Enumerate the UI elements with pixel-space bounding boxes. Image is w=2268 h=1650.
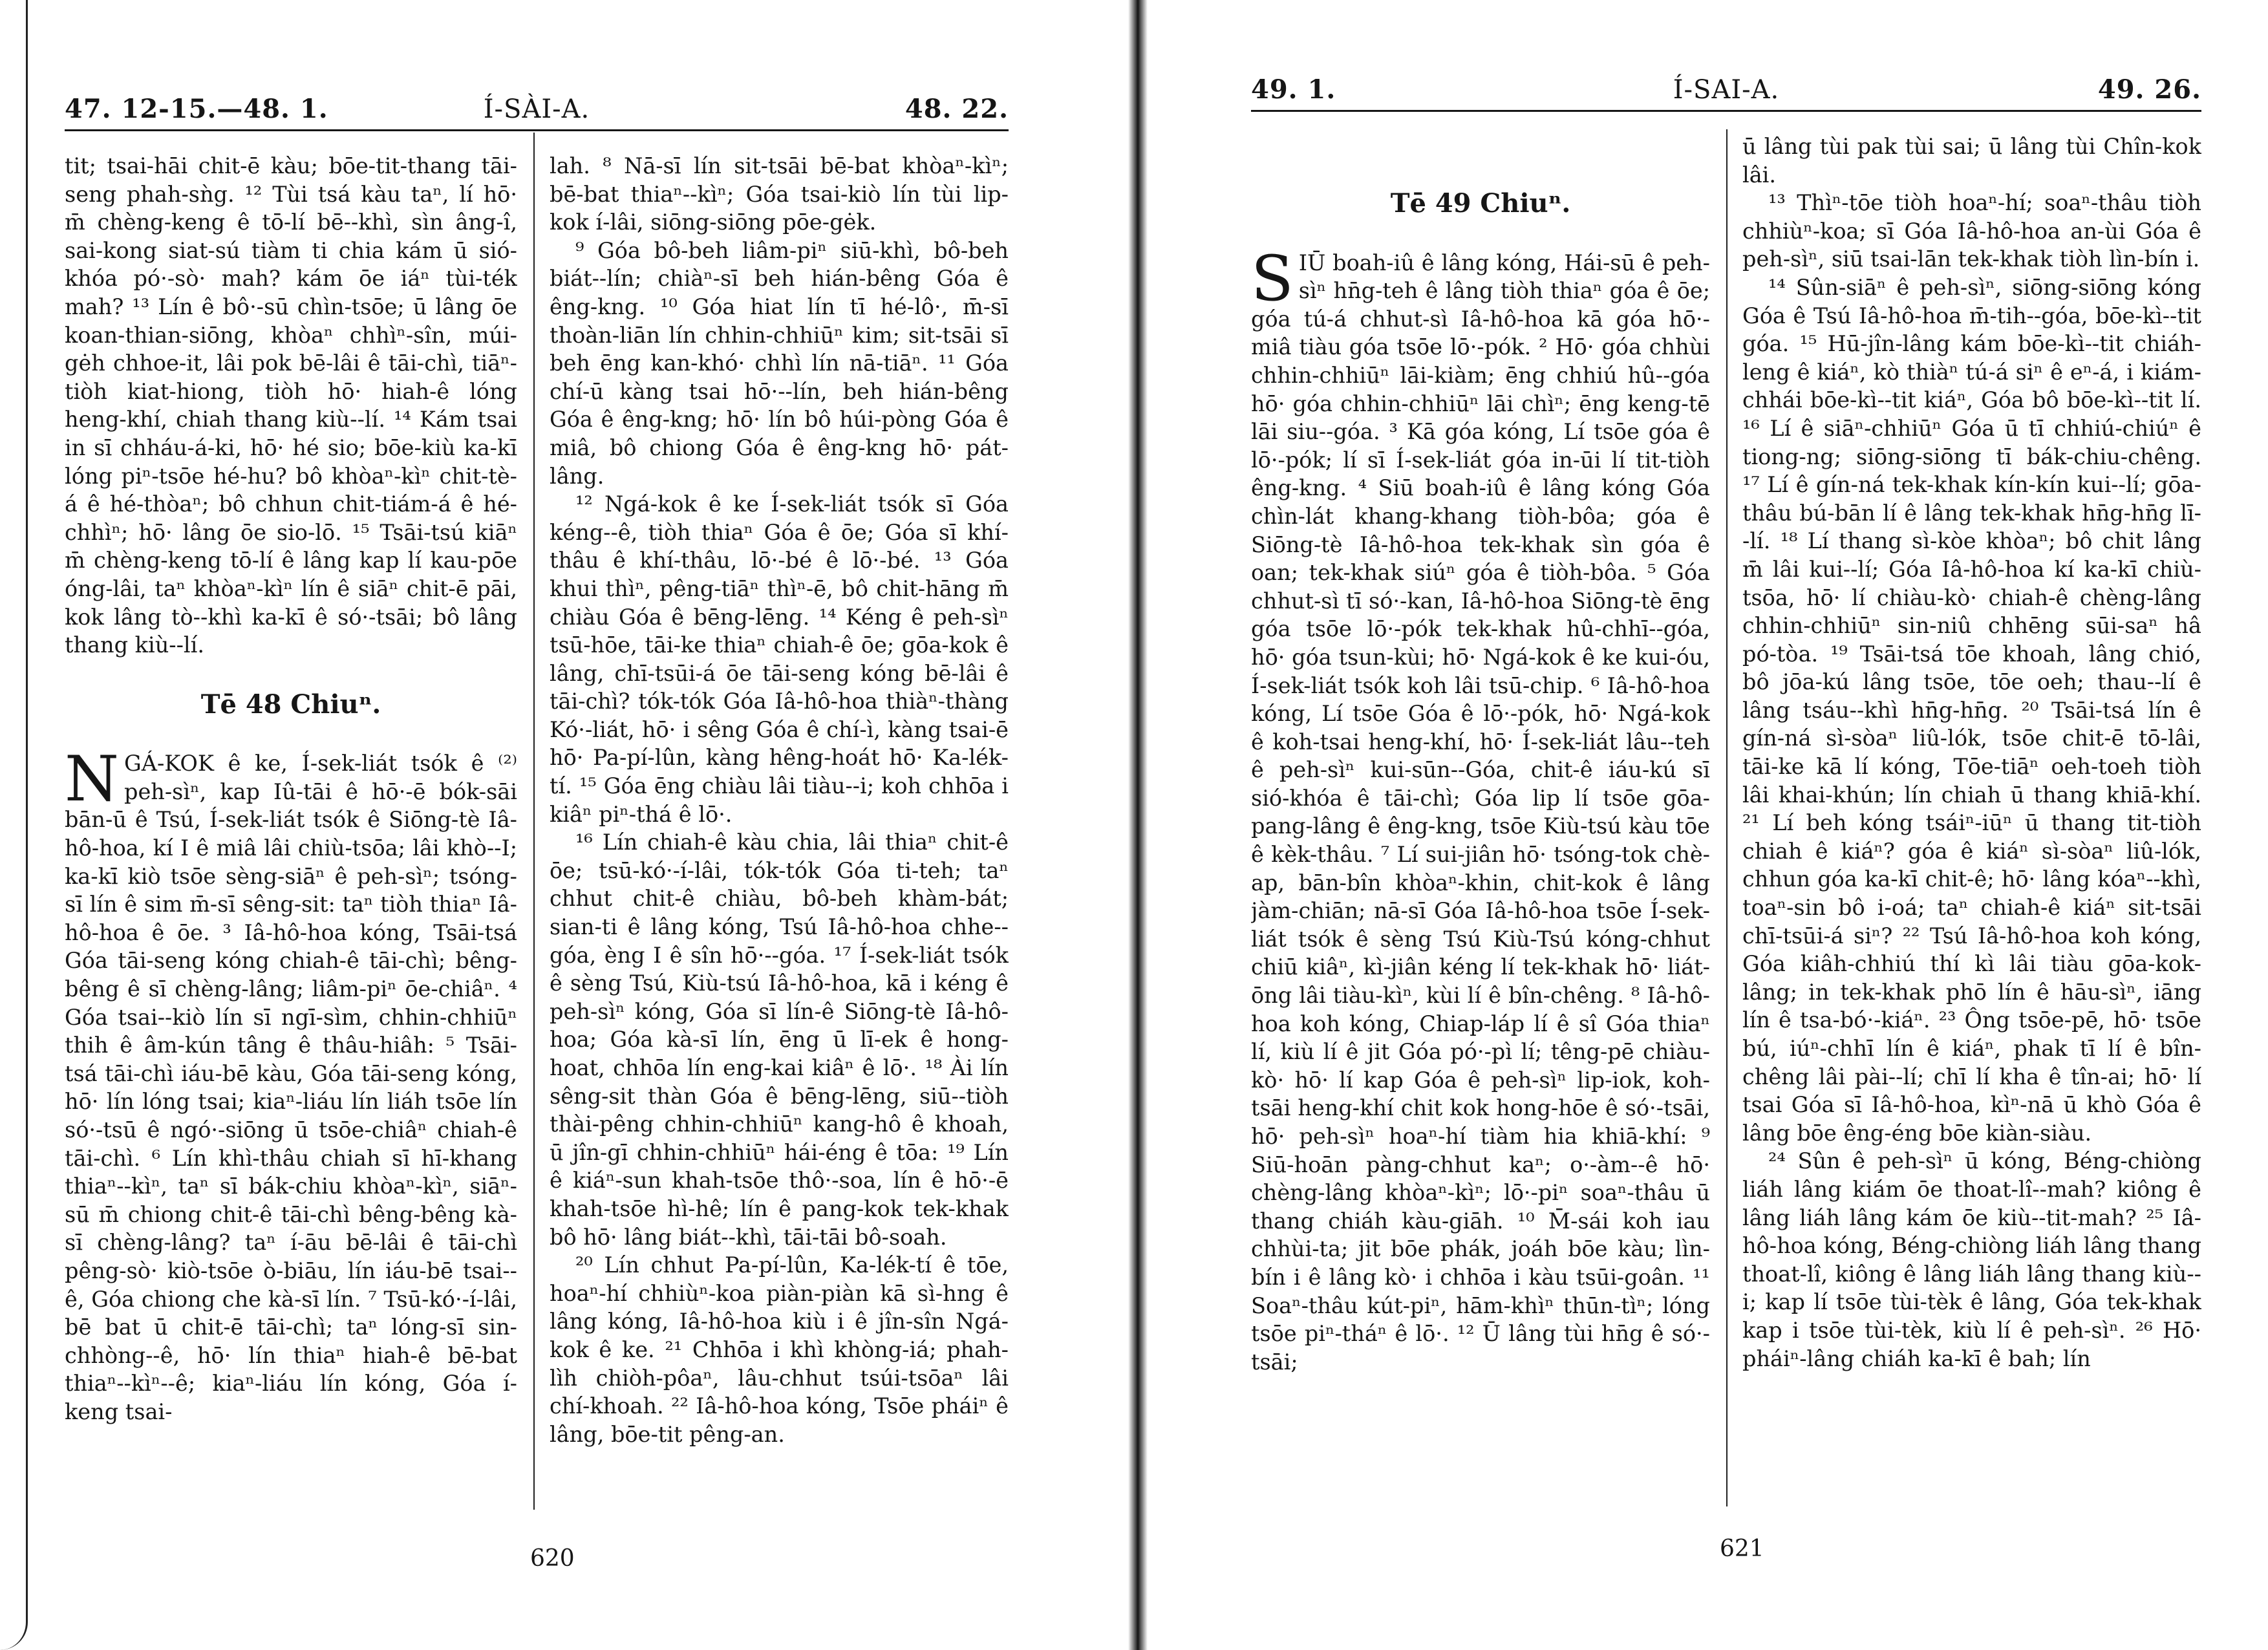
verse-paragraph bbox=[1251, 242, 1710, 1377]
header-verse-end: 49. 26. bbox=[2097, 74, 2201, 105]
verse-paragraph bbox=[550, 828, 1009, 1251]
verse-paragraph bbox=[550, 152, 1009, 237]
page-number: 621 bbox=[1720, 1536, 1764, 1562]
chapter-heading: Tē 49 Chiuⁿ. bbox=[1390, 188, 1571, 219]
verse-paragraph bbox=[65, 743, 517, 1426]
page-curl bbox=[0, 0, 28, 1650]
verse-paragraph bbox=[550, 237, 1009, 490]
verse-paragraph bbox=[1742, 189, 2201, 273]
verse-text: lah. ⁸ Nā-sī lín sit-tsāi bē-bat khòaⁿ-kìⁿ; bē-bat thiaⁿ--kìⁿ; Góa tsai-kiò lín tùi lip-kok í-lâi, siōng-siōng pōe-gėk. bbox=[550, 153, 1009, 235]
verse-text: ¹² Ngá-kok ê ke Í-sek-liát tsók sī Góa kéng--ê, tiòh thiaⁿ Góa ê ōe; Góa sī khí-thâu ê khí-thâu, lō·-bé ê lō·-bé. ¹³ Góa khui thìⁿ, pêng-tiāⁿ thìⁿ-ē, bô chit-hāng m̄ chiàu Góa ê bēng-lēng. ¹⁴ Kéng ê peh-sìⁿ tsū-hōe, tāi-ke thiaⁿ chiah-ê ōe; gōa-kok ê lâng, chī-tsūi-á ōe tāi-seng kóng bē-lâi ê tāi-chì? tók-tók Góa Iâ-hô-hoa thiàⁿ-thàng Kó·-liát, hō· i sêng Góa ê chí-ì, kàng tsai-ē hō· Pa-pí-lûn, kàng hêng-hoát hō· Ka-lék-tí. ¹⁵ Góa ēng chiàu lâi tiàu--i; koh chhōa i kiâⁿ piⁿ-thá ê lō·. bbox=[550, 491, 1009, 827]
header-verse-start: 49. 1. bbox=[1251, 74, 1336, 105]
verse-paragraph bbox=[550, 490, 1009, 828]
verse-text: tit; tsai-hāi chit-ē kàu; bōe-tit-thang tāi-seng phah-sǹg. ¹² Tùi tsá kàu taⁿ, lí hō· m̄ chèng-keng ê tō-lí bē--khì, sìn âng-î, sai-kong siat-sú tiàm ti chia kám ū sió-khóa pó·-sò· mah? kám ōe iáⁿ tùi-ték mah? ¹³ Lín ê bô·-sū chìn-tsōe; ū lâng ōe koan-thian-siōng, khòaⁿ chhìⁿ-sîn, múi-gėh chhoe-it, lâi pok bē-lâi ê tāi-chì, tiāⁿ-tiòh kiat-hiong, tiòh hō· hiah-ê lóng heng-khí, chiah thang kiù--lí. ¹⁴ Kám tsai in sī chháu-á-ki, hō· hé sio; bōe-kiù ka-kī lóng piⁿ-tsōe hé-hu? bô khòaⁿ-kìⁿ chit-tè-á ê hé-thòaⁿ; bô chhun chit-tiám-á ê hé-chhìⁿ; hō· lâng ōe sio-lō. ¹⁵ Tsāi-tsú kiāⁿ m̄ chèng-keng tō-lí ê lâng kap lí kau-pōe óng-lâi, taⁿ khòaⁿ-kìⁿ lín ê siāⁿ chit-ē pāi, kok lâng tò--khì ka-kī ê só·-tsāi; bô lâng thang kiù--lí. bbox=[65, 153, 517, 658]
page-number: 620 bbox=[530, 1545, 575, 1572]
verse-text: ¹⁶ Lín chiah-ê kàu chia, lâi thiaⁿ chit-ê ōe; tsū-kó·-í-lâi, tók-tók Góa ti-teh; taⁿ chhut chit-ê chiàu, bô-beh khàm-bát; sian-ti ê lâng kóng, Tsú Iâ-hô-hoa chhe--góa, èng I ê sîn hō·--góa. ¹⁷ Í-sek-liát tsók ê sèng Tsú, Kiù-tsú Iâ-hô-hoa, kā i kéng ê peh-sìⁿ kóng, Góa sī lín-ê Siōng-tè Iâ-hô-hoa; Góa kà-sī lín, ēng ū lī-ek ê hong-hoat, chhōa lín eng-kai kiâⁿ ê lō·. ¹⁸ Ài lín sêng-sit thàn Góa ê bēng-lēng, siū--tiòh thài-pêng chhin-chhiūⁿ kang-hô ê khoah, ū jîn-gī chhin-chhiūⁿ hái-éng ê tōa: ¹⁹ Lín ê kiáⁿ-sun khah-tsōe thô·-soa, lín ê hō·-ē khah-tsōe hì-hê; lín ê pang-kok tek-khak bô hō· lâng biát--khì, tāi-tāi bô-soah. bbox=[550, 830, 1009, 1250]
header-verse-range: 47. 12-15.—48. 1. bbox=[65, 94, 328, 124]
verse-text: ū lâng tùi pak tùi sai; ū lâng tùi Chîn-kok lâi. bbox=[1742, 134, 2201, 188]
verse-text: ¹⁴ Sûn-siāⁿ ê peh-sìⁿ, siōng-siōng kóng Góa ê Tsú Iâ-hô-hoa m̄-tih--góa, bōe-kì--tit góa. ¹⁵ Hū-jîn-lâng kám bōe-kì--tit chiáh-leng ê kiáⁿ, kò thiàⁿ tú-á siⁿ ê eⁿ-á, i kiám-chhái bōe-kì--tit kiáⁿ, Góa bô bōe-kì--tit lí. ¹⁶ Lí ê siāⁿ-chhiūⁿ Góa ū tī chhiú-chiúⁿ ê tiong-ng; siōng-siōng tī bák-chiu-chêng. ¹⁷ Lí ê gín-ná tek-khak kín-kín kui--lí; gōa-thâu bú-bān lí ê lâng tek-khak hn̄g-hn̄g lī--lí. ¹⁸ Lí thang sì-kòe khòaⁿ; bô chit lâng m̄ lâi kui--lí; Góa Iâ-hô-hoa kí ka-kī chiù-tsōa, hō· lí chiàu-kò· chiah-ê chèng-lâng chhin-chhiūⁿ sin-niû chhēng sūi-saⁿ hâ pó-tòa. ¹⁹ Tsāi-tsá tōe khoah, lâng chió, bô jōa-kú lâng tsōe, tōe oeh; thau--lí ê lâng tsáu--khì hn̄g-hn̄g. ²⁰ Tsāi-tsá lín ê gín-ná sì-sòaⁿ liû-lók, tsōe chit-ē tō-lâi, tāi-ke kā lí kóng, Tōe-tiāⁿ oeh-toeh tiòh lâi khai-khún; lín chiah ū thang khiā-khí. ²¹ Lí beh kóng tsáiⁿ-iūⁿ ū thang tit-tiòh chiah ê kiáⁿ? góa ê kiáⁿ sì-sòaⁿ liû-lók, chhun góa ka-kī chit-ê; hō· lâng kóaⁿ--khì, toaⁿ-sin bô i-oá; taⁿ chiah-ê kiáⁿ sit-tsāi chī-tsūi-á siⁿ? ²² Tsú Iâ-hô-hoa koh kóng, Góa kiâh-chhiú thí kì lâi tiàu gōa-kok-lâng; in tek-khak phō lín ê hāu-sìⁿ, iāng lín ê tsa-bó·-kiáⁿ. ²³ Ông tsōe-pē, hō· tsōe bú, iúⁿ-chhī lín ê kiáⁿ, phak tī lí ê bîn-chêng lâi pài--lí; chī lí kha ê tîn-ai; hō· lí tsai Góa sī Iâ-hô-hoa, kìⁿ-nā ū khò Góa ê lâng bōe êng-éng bōe kiàn-siàu. bbox=[1742, 274, 2201, 1146]
verse-paragraph bbox=[1742, 133, 2201, 189]
running-header bbox=[65, 84, 1009, 131]
drop-cap: S bbox=[1251, 242, 1294, 315]
right-page bbox=[1138, 0, 2268, 1650]
column-rule bbox=[533, 133, 535, 1510]
verse-paragraph bbox=[65, 152, 517, 659]
header-book-title: Í-SAI-A. bbox=[1673, 75, 1780, 105]
verse-text: ²⁴ Sûn ê peh-sìⁿ ū kóng, Béng-chiòng liáh lâng kiám ōe thoat-lî--mah? kiông ê lâng liáh lâng kám ōe kiù--tit-mah? ²⁵ Iâ-hô-hoa kóng, Béng-chiòng liáh lâng thang thoat-lî, kiông ê lâng liáh lâng thang kiù--i; kap lí tsōe tùi-tèk ê lâng, Góa tek-khak kap i tsōe tùi-tèk, kiù lí ê peh-sìⁿ. ²⁶ Hō· pháiⁿ-lâng chiáh ka-kī ê bah; lín bbox=[1742, 1148, 2201, 1371]
verse-text: ²⁰ Lín chhut Pa-pí-lûn, Ka-lék-tí ê tōe, hoaⁿ-hí chhiùⁿ-koa piàn-piàn kā sì-hng ê lâng kóng, Iâ-hô-hoa kiù i ê jîn-sîn Ngá-kok ê ke. ²¹ Chhōa i khì khòng-iá; phah-lìh chiòh-pôaⁿ, lâu-chhut tsúi-tsōaⁿ lâi chí-khoah. ²² Iâ-hô-hoa kóng, Tsōe pháiⁿ ê lâng, bōe-tit pêng-an. bbox=[550, 1252, 1009, 1447]
header-book-title: Í-SÀI-A. bbox=[483, 94, 590, 124]
running-header bbox=[1251, 65, 2201, 112]
verse-paragraph bbox=[1742, 1147, 2201, 1373]
verse-text: GÁ-KOK ê ke, Í-sek-liát tsók ê ⁽²⁾ peh-sìⁿ, kap Iû-tāi ê hō·-ē bók-sāi bān-ū ê Tsú, Í-sek-liát tsók ê Siōng-tè Iâ-hô-hoa, kí I ê miâ lâi chiù-tsōa; lâi khò--I; ka-kī kiò tsōe sèng-siāⁿ ê peh-sìⁿ; tsóng-sī lín ê sim m̄-sī sêng-sit: taⁿ tiòh thiaⁿ Iâ-hô-hoa ê ōe. ³ Iâ-hô-hoa kóng, Tsāi-tsá Góa tāi-seng kóng chiah-ê tāi-chì; bêng-bêng ê sī chèng-lâng; liâm-piⁿ ōe-chiâⁿ. ⁴ Góa tsai--kiò lín sī ngī-sìm, chhin-chhiūⁿ thih ê âm-kún tâng ê thâu-hiâh: ⁵ Tsāi-tsá tāi-chì iáu-bē kàu, Góa tāi-seng kóng, hō· lín lóng tsai; kiaⁿ-liáu lín liáh tsōe lín só·-tsū ê ngó·-siōng ū tsōe-chiâⁿ chiah-ê tāi-chì. ⁶ Lín khì-thâu chiah sī hī-khang thiaⁿ--kìⁿ, taⁿ sī bák-chiu khòaⁿ-kìⁿ, siāⁿ-sū m̄ chiong chit-ê tāi-chì bêng-bêng kà-sī chèng-lâng? taⁿ í-āu bē-lâi ê tāi-chì pêng-sò· kiò-tsōe ò-biāu, lín iáu-bē tsai--ê, Góa chiong che kà-sī lín. ⁷ Tsū-kó·-í-lâi, bē bat ū chit-ē tāi-chì; taⁿ lóng-sī sin-chhòng--ê, hō· lín thiaⁿ hiah-ê bē-bat thiaⁿ--kìⁿ--ê; kiaⁿ-liáu lín kóng, Góa í-keng tsai- bbox=[65, 751, 517, 1424]
drop-cap: N bbox=[65, 743, 119, 816]
verse-paragraph bbox=[550, 1251, 1009, 1448]
chapter-heading: Tē 48 Chiuⁿ. bbox=[200, 689, 381, 720]
text-column-2 bbox=[1742, 133, 2201, 1523]
verse-text: ¹³ Thìⁿ-tōe tiòh hoaⁿ-hí; soaⁿ-thâu tiòh chhiùⁿ-koa; sī Góa Iâ-hô-hoa an-ùi Góa ê peh-sìⁿ, siū tsai-lān tek-khak tiòh lìn-bín i. bbox=[1742, 190, 2201, 272]
text-column-1 bbox=[1251, 158, 1710, 1548]
verse-text: ⁹ Góa bô-beh liâm-piⁿ siū-khì, bô-beh biát--lín; chiàⁿ-sī beh hián-bêng Góa ê êng-kng. ¹⁰ Góa hiat lín tī hé-lô·, m̄-sī thoàn-liān lín chhin-chhiūⁿ kim; sit-tsāi sī beh ēng kan-khó· chhì lín nā-tiāⁿ. ¹¹ Góa chí-ū kàng tsai hō·--lín, beh hián-bêng Góa ê êng-kng; hō· lín bô húi-pòng Góa ê miâ, bô chiong Góa ê êng-kng hō· pát-lâng. bbox=[550, 237, 1009, 489]
verse-paragraph bbox=[1742, 273, 2201, 1147]
text-column-1 bbox=[65, 152, 517, 1542]
text-column-2 bbox=[550, 152, 1009, 1542]
column-rule bbox=[1726, 129, 1728, 1506]
verse-text: IŪ boah-iû ê lâng kóng, Hái-sū ê peh-sìⁿ hn̄g-teh ê lâng tiòh thiaⁿ góa ê ōe; góa tú-á chhut-sì Iâ-hô-hoa kā góa hō·-miâ tiàu góa tsōe lō·-pók. ² Hō· góa chhùi chhin-chhiūⁿ lāi-kiàm; ēng chhiú hû--góa hō· góa chhin-chhiūⁿ lāi chìⁿ; ēng keng-tē lāi siu--góa. ³ Kā góa kóng, Lí tsōe góa ê lō·-pók; lí sī Í-sek-liát góa in-ūi lí tit-tiòh êng-kng. ⁴ Siū boah-iû ê lâng kóng Góa chìn-lát khang-khang tiòh-bôa; góa ê Siōng-tè Iâ-hô-hoa tek-khak sìn góa ê oan; tek-khak siúⁿ góa ê tiòh-bôa. ⁵ Góa chhut-sì tī só·-kan, Iâ-hô-hoa Siōng-tè ēng góa tsōe lō·-pók tek-khak hû-chhī--góa, hō· góa tsun-kùi; hō· Ngá-kok ê ke kui-óu, Í-sek-liát tsók koh lâi tsū-chip. ⁶ Iâ-hô-hoa kóng, Lí tsōe Góa ê lō·-pók, hō· Ngá-kok ê koh-tsai heng-khí, hō· Í-sek-liát lâu--teh ê peh-sìⁿ kui-sūn--Góa, chit-ê iáu-kú sī sió-khóa ê tāi-chì; Góa lip lí tsōe gōa-pang-lâng ê êng-kng, tsōe Kiù-tsú kàu tōe ê kèk-thâu. ⁷ Lí sui-jiân hō· tsóng-tok chè-ap, bān-bîn khòaⁿ-khin, chit-kok ê lâng jàm-chiān; nā-sī Góa Iâ-hô-hoa tsōe Í-sek-liát tsók ê sèng Tsú Kiù-Tsú kóng-chhut chiū kiâⁿ, kì-jiân kéng lí tek-khak hō· liát-ōng lâi tiàu-kìⁿ, kùi lí ê bîn-chêng. ⁸ Iâ-hô-hoa koh kóng, Chiap-láp lí ê sî Góa thiaⁿ lí, kiù lí ê jit Góa pó·-pì lí; têng-pē chiàu-kò· hō· lí kap Góa ê peh-sìⁿ lip-iok, koh-tsāi heng-khí chit kok hong-hōe ê só·-tsāi, hō· peh-sìⁿ hoaⁿ-hí tiàm hia khiā-khí: ⁹ Siū-hoān pàng-chhut kaⁿ; o·-àm--ê hō· chèng-lâng khòaⁿ-kìⁿ; lō·-piⁿ soaⁿ-thâu ū thang chiáh kàu-giāh. ¹⁰ M̄-sái koh iau chhùi-ta; jit bōe phák, joáh bōe kàu; lìn-bín i ê lâng kò· i chhōa i kàu tsūi-goân. ¹¹ Soaⁿ-thâu kút-piⁿ, hām-khìⁿ thūn-tìⁿ; lóng tsōe piⁿ-tháⁿ ê lō·. ¹² Ū lâng tùi hn̄g ê só·-tsāi; bbox=[1251, 250, 1710, 1375]
header-end-verse: 48. 22. bbox=[904, 94, 1009, 124]
